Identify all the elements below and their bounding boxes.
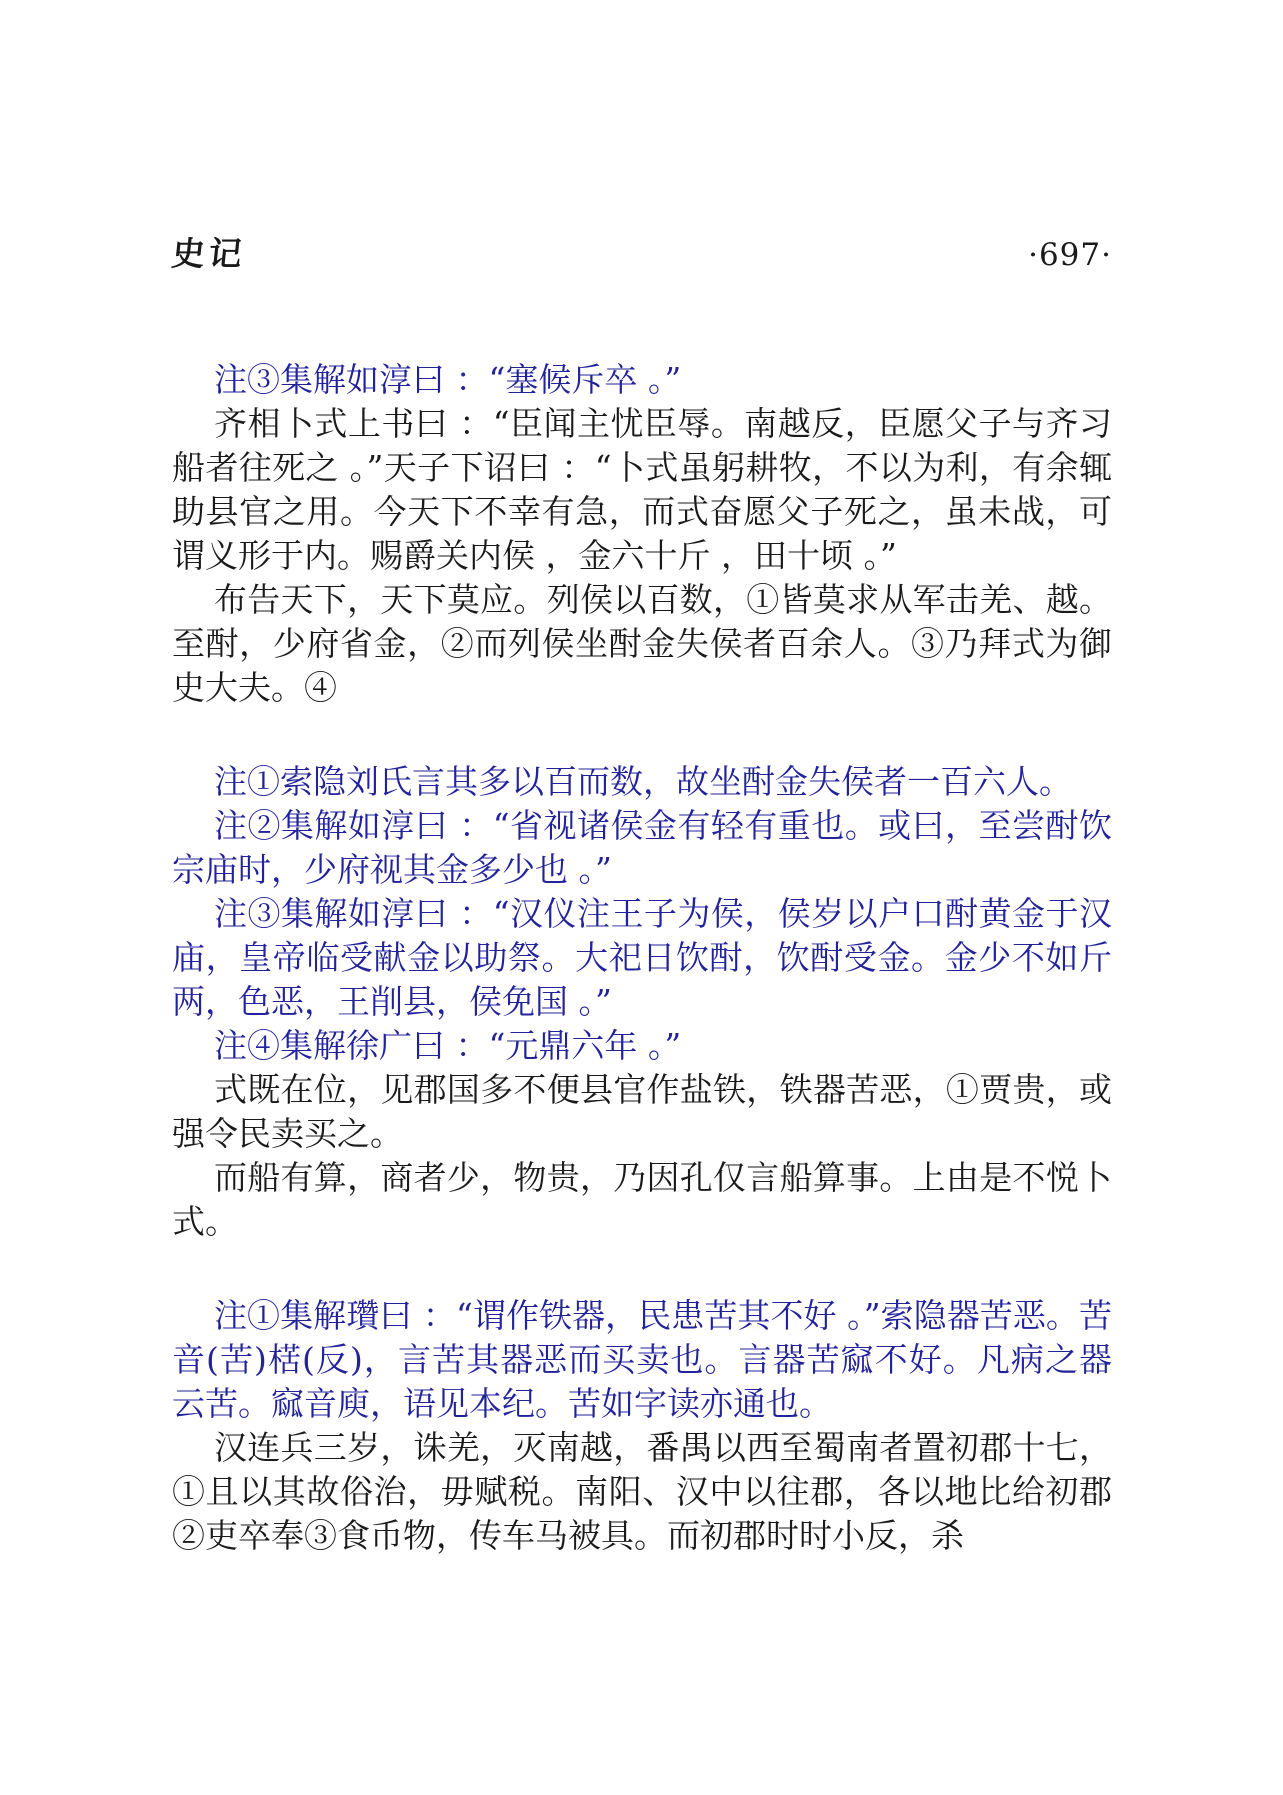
page-number: ·697· — [1028, 237, 1112, 273]
annotation-paragraph: 注③集解如淳曰 ：“汉仪注王子为侯，侯岁以户口酎黄金于汉庙，皇帝临受献金以助祭。大祀日饮酎，饮酎受金。金少不如斤两，色恶，王削县，侯免国 。” — [172, 894, 1112, 1021]
annotation-paragraph: 注①索隐刘氏言其多以百而数，故坐酎金失侯者一百六人。 — [214, 762, 1072, 801]
body-paragraph: 而船有算，商者少，物贵，乃因孔仅言船算事。上由是不悦卜式。 — [172, 1158, 1112, 1241]
body-paragraph: 齐相卜式上书曰 ：“臣闻主忧臣辱。南越反，臣愿父子与齐习船者往死之 。”天子下诏曰 ：“卜式虽躬耕牧，不以为利，有余辄助县官之用。今天下不幸有急，而式奋愿父子死之，虽未战，可谓义形于内。赐爵关内侯 ，金六十斤 ，田十顷 。” — [172, 404, 1112, 575]
running-header — [169, 228, 1112, 273]
annotation-paragraph: 注①集解瓚曰 ：“谓作铁器，民患苦其不好 。”索隐器苦恶。苦音(苦)楛(反)，言苦其器恶而买卖也。言器苦窳不好。凡病之器云苦。窳音庾，语见本纪。苦如字读亦通也。 — [172, 1296, 1112, 1423]
annotation-paragraph: 注②集解如淳曰 ：“省视诸侯金有轻有重也。或曰，至尝酎饮宗庙时，少府视其金多少也 。” — [172, 806, 1112, 889]
annotation-paragraph: 注④集解徐广曰 ：“元鼎六年 。” — [214, 1026, 682, 1065]
body-paragraph: 式既在位，见郡国多不便县官作盐铁，铁器苦恶，①贾贵，或强令民卖买之。 — [172, 1070, 1112, 1153]
book-title: 史记 — [169, 234, 248, 273]
text-body — [172, 358, 1112, 1558]
body-paragraph: 汉连兵三岁，诛羌，灭南越，番禺以西至蜀南者置初郡十七，①且以其故俗治，毋赋税。南阳、汉中以往郡，各以地比给初郡②吏卒奉③食币物，传车马被具。而初郡时时小反，杀 — [172, 1428, 1112, 1555]
body-paragraph: 布告天下，天下莫应。列侯以百数，①皆莫求从军击羌、越。至酎，少府省金，②而列侯坐酎金失侯者百余人。③乃拜式为御史大夫。④ — [172, 580, 1112, 707]
annotation-paragraph: 注③集解如淳曰 ：“塞候斥卒 。” — [214, 360, 682, 399]
page-content — [169, 228, 1112, 1558]
